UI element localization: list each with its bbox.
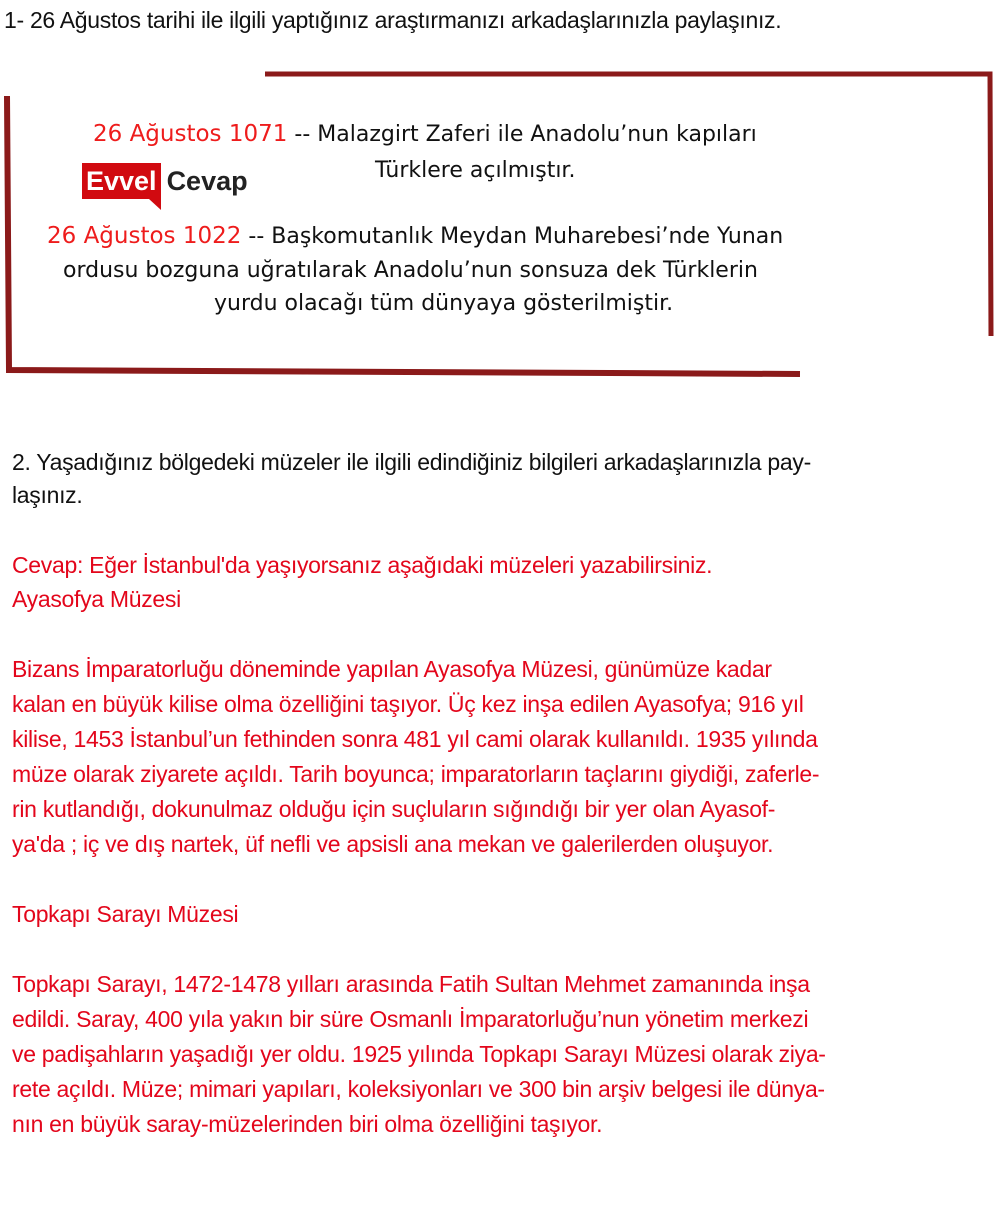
entry-1022-cont: ordusu bozguna uğratılarak Anadolu’nun sonsuza dek Türklerin: [63, 258, 758, 283]
museum-2-title: Topkapı Sarayı Müzesi: [12, 901, 239, 927]
museum-1-text: rin kutlandığı, dokunulmaz olduğu için suçluların sığındığı bir yer olan Ayasof-: [12, 796, 776, 822]
entry-1022: 26 Ağustos 1022 -- Başkomutanlık Meydan Muharebesi’nde Yunan: [47, 223, 784, 249]
museum-1-text: müze olarak ziyarete açıldı. Tarih boyunca; imparatorların taçlarını giydiği, zaferle-: [12, 761, 820, 787]
museum-1-text: ya'da ; iç ve dış nartek, üf nefli ve apsisli ana mekan ve galerilerden oluşuyor.: [12, 831, 774, 857]
answer-image-box: [0, 66, 1000, 382]
answer-intro: Cevap: Eğer İstanbul'da yaşıyorsanız aşağıdaki müzeleri yazabilirsiniz.: [12, 552, 713, 578]
evvelcevap-logo: Evvel Cevap: [82, 163, 248, 199]
museum-2-text: nın en büyük saray-müzelerinden biri olma özelliğini taşıyor.: [12, 1111, 603, 1137]
question-1: 1- 26 Ağustos tarihi ile ilgili yaptığınız araştırmanızı arkadaşlarınızla paylaşınız.: [4, 7, 782, 33]
museum-1-text: Bizans İmparatorluğu döneminde yapılan Ayasofya Müzesi, günümüze kadar: [12, 656, 772, 682]
entry-1022-cont2: yurdu olacağı tüm dünyaya gösterilmiştir.: [214, 291, 674, 316]
entry-1071: 26 Ağustos 1071 -- Malazgirt Zaferi ile Anadolu’nun kapıları: [93, 121, 757, 147]
question-2-line-2: laşınız.: [12, 482, 83, 508]
museum-2-text: Topkapı Sarayı, 1472-1478 yılları arasında Fatih Sultan Mehmet zamanında inşa: [12, 971, 810, 997]
entry-1071-cont: Türklere açılmıştır.: [375, 158, 576, 183]
museum-2-text: rete açıldı. Müze; mimari yapıları, koleksiyonları ve 300 bin arşiv belgesi ile dünya-: [12, 1076, 825, 1102]
museum-1-text: kalan en büyük kilise olma özelliğini taşıyor. Üç kez inşa edilen Ayasofya; 916 yıl: [12, 691, 804, 717]
museum-1-text: kilise, 1453 İstanbul’un fethinden sonra 481 yıl cami olarak kullanıldı. 1935 yılında: [12, 726, 818, 752]
question-2-line-1: 2. Yaşadığınız bölgedeki müzeler ile ilgili edindiğiniz bilgileri arkadaşlarınızla pay-: [12, 449, 811, 475]
museum-1-title: Ayasofya Müzesi: [12, 586, 181, 612]
museum-2-text: edildi. Saray, 400 yıla yakın bir süre Osmanlı İmparatorluğu’nun yönetim merkezi: [12, 1006, 809, 1032]
museum-2-text: ve padişahların yaşadığı yer oldu. 1925 yılında Topkapı Sarayı Müzesi olarak ziya-: [12, 1041, 826, 1067]
